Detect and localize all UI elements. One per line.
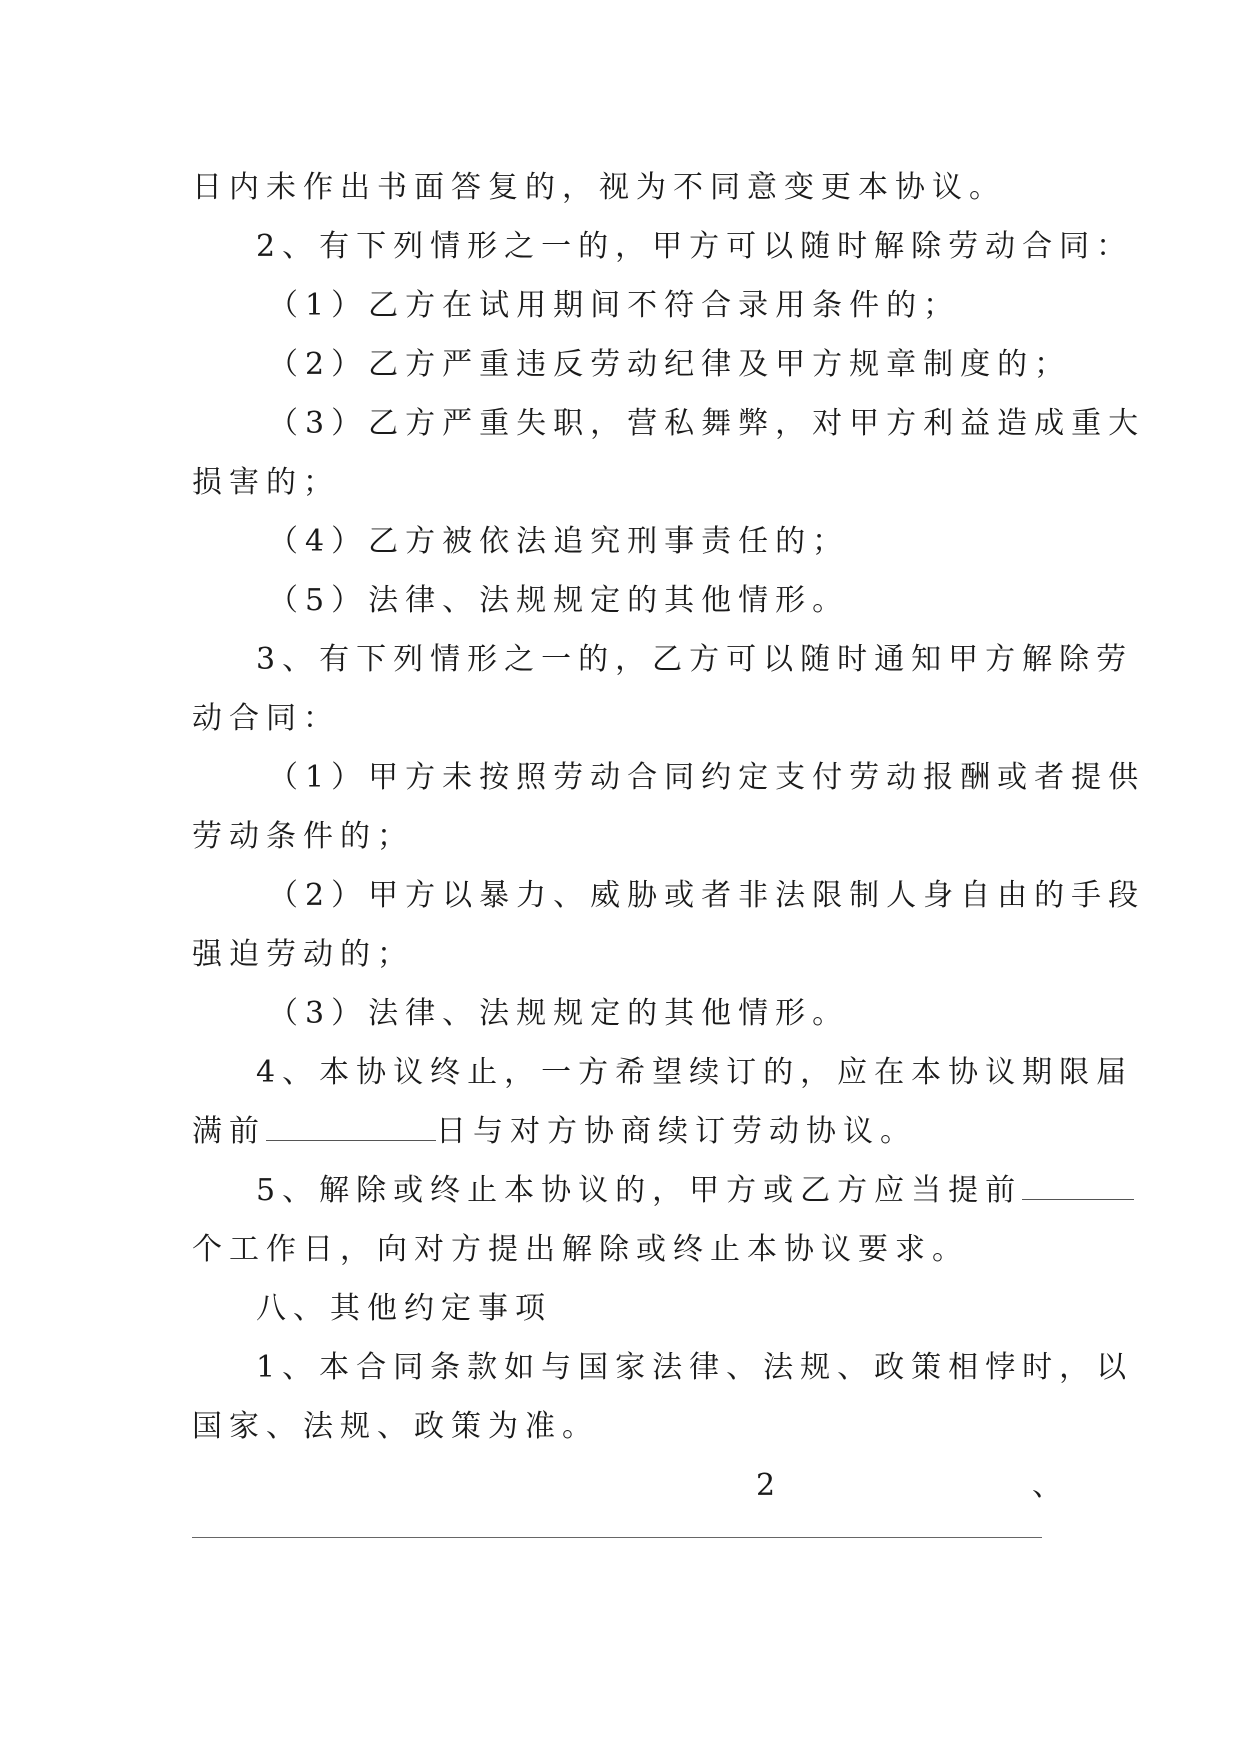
clause-3-heading-cont: 动合同： bbox=[192, 701, 340, 736]
clause-2-item-1: （1）乙方在试用期间不符合录用条件的； bbox=[268, 288, 961, 323]
page-number-row bbox=[192, 1456, 1062, 1515]
clause-2-item-4: （4）乙方被依法追究刑事责任的； bbox=[268, 524, 850, 559]
page-number: 2 bbox=[756, 1468, 776, 1503]
clause-3-item-1: （1）甲方未按照劳动合同约定支付劳动报酬或者提供 bbox=[268, 760, 1146, 795]
clause-2-heading: 2、有下列情形之一的，甲方可以随时解除劳动合同： bbox=[256, 229, 1134, 264]
section-8-clause-1-cont: 国家、法规、政策为准。 bbox=[192, 1409, 599, 1444]
clause-2-item-5: （5）法律、法规规定的其他情形。 bbox=[268, 583, 850, 618]
clause-5-text-before: 5、解除或终止本协议的，甲方或乙方应当提前 bbox=[256, 1173, 1023, 1208]
clause-2-item-2: （2）乙方严重违反劳动纪律及甲方规章制度的； bbox=[268, 347, 1072, 382]
clause-4-text-after: 日与对方协商续订劳动协议。 bbox=[436, 1114, 917, 1149]
clause-3-item-2: （2）甲方以暴力、威胁或者非法限制人身自由的手段 bbox=[268, 878, 1146, 913]
clause-4: 4、本协议终止，一方希望续订的，应在本协议期限届 bbox=[256, 1055, 1134, 1090]
section-8-clause-1: 1、本合同条款如与国家法律、法规、政策相悖时，以 bbox=[256, 1350, 1134, 1385]
clause-5-cont: 个工作日，向对方提出解除或终止本协议要求。 bbox=[192, 1232, 969, 1267]
clause-4-text-before: 满前 bbox=[192, 1114, 266, 1149]
clause-3-item-3: （3）法律、法规规定的其他情形。 bbox=[268, 996, 850, 1031]
clause-5 bbox=[192, 1161, 1062, 1220]
section-8-heading: 八、其他约定事项 bbox=[256, 1291, 552, 1326]
clause-3-heading: 3、有下列情形之一的，乙方可以随时通知甲方解除劳 bbox=[256, 642, 1134, 677]
document-body bbox=[192, 158, 1146, 1515]
bottom-divider bbox=[192, 1537, 1042, 1538]
clause-4-cont bbox=[192, 1102, 1062, 1161]
fill-in-blank bbox=[266, 1114, 436, 1141]
fill-in-blank bbox=[1022, 1173, 1134, 1200]
clause-2-item-3: （3）乙方严重失职，营私舞弊，对甲方利益造成重大 bbox=[268, 406, 1146, 441]
clause-2-item-3-cont: 损害的； bbox=[192, 465, 340, 500]
trailing-punctuation: 、 bbox=[1032, 1468, 1062, 1503]
clause-3-item-1-cont: 劳动条件的； bbox=[192, 819, 414, 854]
paragraph-line: 日内未作出书面答复的，视为不同意变更本协议。 bbox=[192, 170, 1006, 205]
clause-3-item-2-cont: 强迫劳动的； bbox=[192, 937, 414, 972]
